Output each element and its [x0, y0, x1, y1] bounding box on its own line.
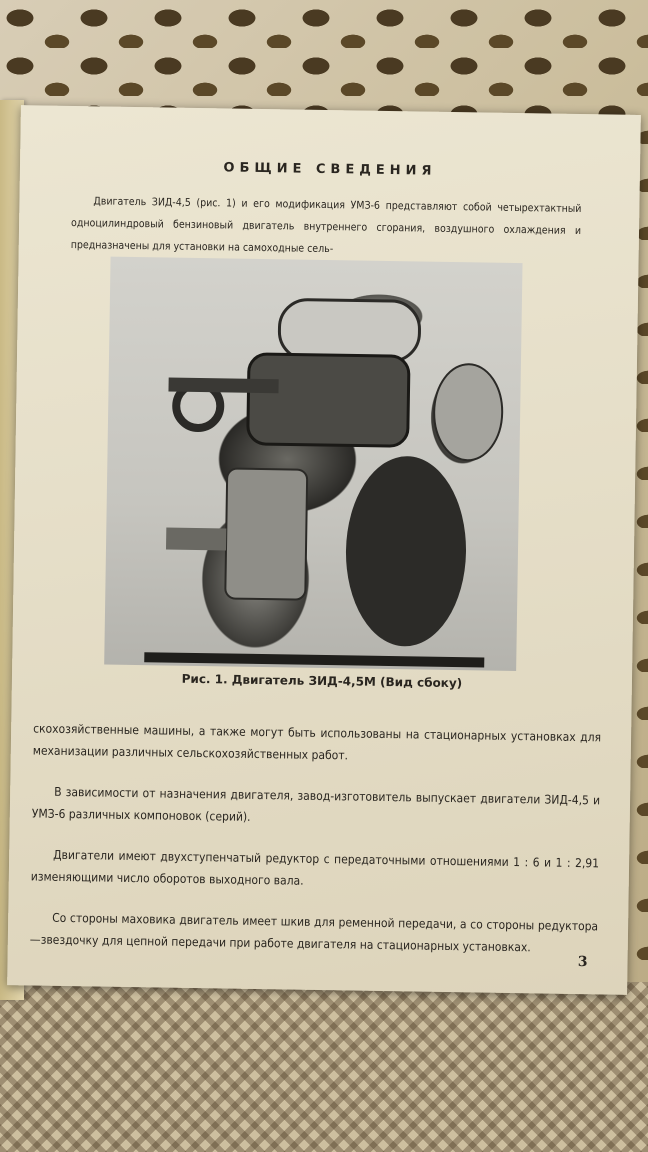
engine-illustration [104, 257, 522, 671]
fabric-background [0, 982, 648, 1152]
engine-photo [104, 257, 522, 671]
page-number: 3 [577, 954, 588, 971]
figure-caption: Рис. 1. Двигатель ЗИД-4,5М (Вид сбоку) [181, 671, 463, 691]
paragraph-1: скохозяйственные машины, а также могут быть использованы на стационарных установках для механизации различных сельскохозяйственных работ. [32, 721, 602, 763]
paragraph-4: Со стороны маховика двигатель имеет шкив для ременной передачи, а со стороны редуктора—звездочку для цепной передачи при работе двигателя на стационарных установках. [29, 910, 599, 955]
intro-paragraph: Двигатель ЗИД-4,5 (рис. 1) и его модификация УМЗ-6 представляют собой четырехтактный одноцилиндровый бензиновый двигатель внутреннего сгорания, воздушного охлаждения и предназначены для установки на самоходные сель- [70, 195, 582, 256]
paragraph-2: В зависимости от назначения двигателя, завод-изготовитель выпускает двигатели ЗИД-4,5 и УМЗ-6 различных компоновок (серий). [31, 784, 601, 824]
section-heading: ОБЩИЕ СВЕДЕНИЯ [223, 160, 437, 179]
body-text-block [29, 717, 601, 978]
document-page [7, 105, 641, 995]
intro-text-block [71, 190, 582, 264]
paragraph-3: Двигатели имеют двухступенчатый редуктор с передаточными отношениями 1 : 6 и 1 : 2,91 изменяющими число оборотов выходного вала. [30, 847, 600, 888]
